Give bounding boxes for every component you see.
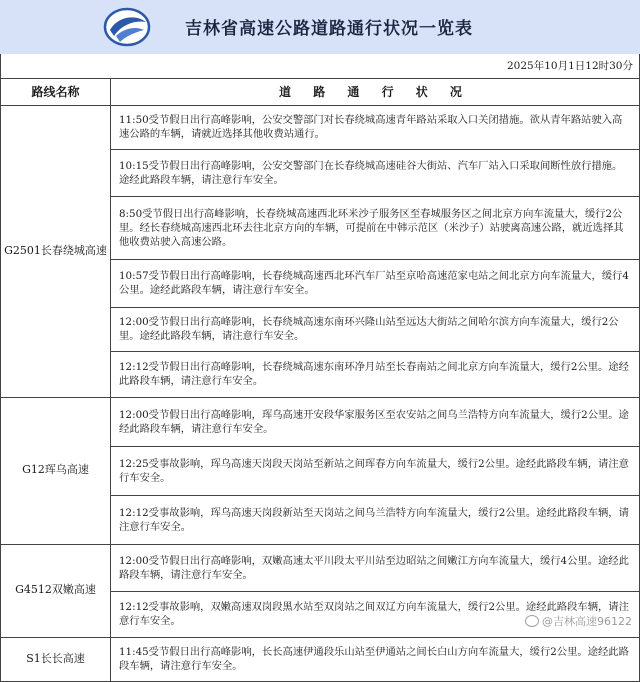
status-table bbox=[0, 54, 640, 682]
status-entry: 12:00受节假日出行高峰影响，长春绕城高速东南环兴隆山站至远达大街站之间哈尔滨方向车流量大，缓行2公里。途经此路段车辆，请注意行车安全。 bbox=[111, 307, 640, 351]
status-entry: 10:15受节假日出行高峰影响，公安交警部门在长春绕城高速硅谷大街站、汽车厂站入口采取间断性放行措施。途经此路段车辆，请注意行车安全。 bbox=[111, 149, 640, 196]
status-entry: 12:12受事故影响，双嫩高速双岗段黑水站至双岗站之间双辽方向车流量大，缓行2公里。途经此路段车辆，请注意行车安全。 bbox=[111, 591, 640, 637]
status-entry: 12:25受事故影响，珲乌高速天岗段天岗站至新站之间珲春方向车流量大，缓行2公里。途经此路段车辆，请注意行车安全。 bbox=[111, 446, 640, 495]
weibo-icon bbox=[525, 615, 539, 627]
status-entry: 12:12受事故影响，珲乌高速天岗段新站至天岗站之间乌兰浩特方向车流量大，缓行2公里。途经此路段车辆，请注意行车安全。 bbox=[111, 495, 640, 544]
header-row bbox=[1, 78, 640, 105]
route-column-header: 路线名称 bbox=[1, 78, 111, 105]
expressway-logo-icon bbox=[102, 6, 152, 48]
report-timestamp: 2025年10月1日12时30分 bbox=[1, 54, 640, 78]
status-entry: 11:45受节假日出行高峰影响，长长高速伊通段乐山站至伊通站之间长白山方向车流量大，缓行2公里。途经此路段车辆，请注意行车安全。 bbox=[111, 637, 640, 681]
page-title: 吉林省高速公路道路通行状况一览表 bbox=[185, 19, 473, 39]
status-entry: 12:00受节假日出行高峰影响，双嫩高速太平川段太平川站至边昭站之间嫩江方向车流量大，缓行4公里。途经此路段车辆，请注意行车安全。 bbox=[111, 544, 640, 591]
status-entry: 10:57受节假日出行高峰影响，长春绕城高速西北环汽车厂站至京哈高速范家屯站之间北京方向车流量大，缓行4公里。途经此路段车辆，请注意行车安全。 bbox=[111, 259, 640, 307]
route-name: G12珲乌高速 bbox=[1, 397, 111, 544]
route-name: S1长长高速 bbox=[1, 637, 111, 681]
watermark-text: @吉林高速96122 bbox=[542, 615, 632, 628]
date-row bbox=[1, 54, 640, 78]
table-row bbox=[1, 637, 640, 681]
status-entry: 8:50受节假日出行高峰影响，长春绕城高速西北环米沙子服务区至春城服务区之间北京方向车流量大，缓行2公里。经长春绕城高速西北环去往北京方向的车辆，可提前在中韩示范区（米沙子）站驶离高速公路，就近选择其他收费站驶入高速公路。 bbox=[111, 196, 640, 259]
banner bbox=[0, 0, 640, 54]
status-entry: 12:00受节假日出行高峰影响，珲乌高速开安段华家服务区至农安站之间乌兰浩特方向车流量大，缓行2公里。途经此路段车辆，请注意行车安全。 bbox=[111, 397, 640, 446]
watermark bbox=[525, 613, 632, 629]
status-entry: 11:50受节假日出行高峰影响，公安交警部门对长春绕城高速青年路站采取入口关闭措施。欲从青年路站驶入高速公路的车辆，请就近选择其他收费站通行。 bbox=[111, 105, 640, 149]
status-entry: 12:12受节假日出行高峰影响，长春绕城高速东南环净月站至长春南站之间北京方向车流量大，缓行2公里。途经此路段车辆，请注意行车安全。 bbox=[111, 351, 640, 397]
status-column-header: 道 路 通 行 状 况 bbox=[111, 78, 640, 105]
route-name: G2501长春绕城高速 bbox=[1, 105, 111, 397]
table-row bbox=[1, 397, 640, 446]
route-name: G4512双嫩高速 bbox=[1, 544, 111, 637]
table-row bbox=[1, 105, 640, 149]
table-row bbox=[1, 544, 640, 591]
